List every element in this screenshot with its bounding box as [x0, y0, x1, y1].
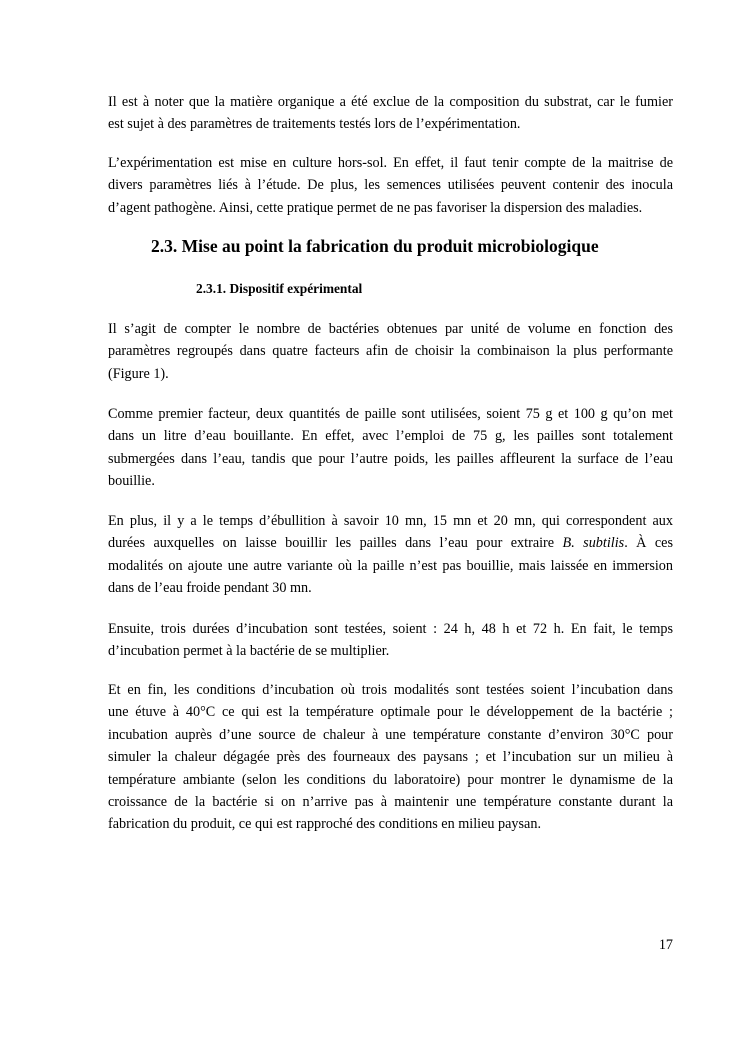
text-line: bouillie. [108, 473, 155, 490]
text-line: Ensuite, trois durées d’incubation sont testées, soient : 24 h, 48 h et 72 h. En fait, le temps [108, 621, 673, 637]
text-line: d’agent pathogène. Ainsi, cette pratique permet de ne pas favoriser la dispersion des maladies. [108, 199, 643, 216]
text-fragment: durées auxquelles on laisse bouillir les pailles dans l’eau pour extraire [108, 535, 555, 552]
text-line: Il s’agit de compter le nombre de bactéries obtenues par unité de volume en fonction des [108, 321, 673, 337]
text-line-with-italic [108, 532, 673, 554]
text-line: dans un litre d’eau bouillante. En effet, avec l’emploi de 75 g, les pailles sont totalement [108, 428, 673, 445]
text-line: paramètres regroupés dans quatre facteurs afin de choisir la combinaison la plus performante [108, 343, 673, 360]
text-line: divers paramètres liés à l’étude. De plus, les semences utilisées peuvent contenir des inocula [108, 177, 673, 194]
page-number: 17 [658, 937, 673, 953]
paragraph-6 [108, 618, 673, 663]
section-heading: 2.3. Mise au point la fabrication du produit microbiologique [151, 236, 599, 256]
paragraph-5 [108, 510, 673, 600]
text-line: d’incubation permet à la bactérie de se multiplier. [108, 643, 390, 660]
subsection-heading: 2.3.1. Dispositif expérimental [196, 281, 363, 296]
text-line: croissance de la bactérie si on n’arrive pas à maintenir une température constante durant la [108, 794, 673, 811]
paragraph-3 [108, 318, 673, 385]
text-line: (Figure 1). [108, 365, 169, 382]
text-line: dans de l’eau froide pendant 30 mn. [108, 580, 312, 597]
paragraph-1 [108, 91, 673, 136]
text-line: incubation auprès d’une source de chaleur à une température constante d’environ 30°C pour [108, 726, 673, 743]
paragraph-4 [108, 403, 673, 493]
text-line: L’expérimentation est mise en culture hors-sol. En effet, il faut tenir compte de la maitrise de [108, 155, 673, 171]
paragraph-7 [108, 679, 673, 836]
text-line: température ambiante (selon les conditions du laboratoire) pour montrer le dynamisme de la [108, 771, 673, 788]
text-line: submergées dans l’eau, tandis que pour l’autre poids, les pailles affleurent la surface de l’eau [108, 450, 673, 467]
text-line: Et en fin, les conditions d’incubation où trois modalités sont testées soient l’incubation dans [108, 682, 673, 698]
text-line: En plus, il y a le temps d’ébullition à savoir 10 mn, 15 mn et 20 mn, qui correspondent aux [108, 513, 673, 529]
text-line: simuler la chaleur dégagée près des fourneaux des paysans ; et l’incubation sur un milieu à [108, 749, 673, 766]
species-name: B. subtilis [562, 535, 625, 552]
text-line: modalités on ajoute une autre variante où la paille n’est pas bouillie, mais laissée en immersion [108, 557, 673, 574]
text-fragment: . À ces [624, 535, 673, 552]
text-line: est sujet à des paramètres de traitements testés lors de l’expérimentation. [108, 116, 521, 133]
paragraph-2 [108, 152, 673, 219]
text-line: fabrication du produit, ce qui est rapproché des conditions en milieu paysan. [108, 816, 541, 833]
text-line: Comme premier facteur, deux quantités de paille sont utilisées, soient 75 g et 100 g qu’on met [108, 406, 673, 422]
text-line: Il est à noter que la matière organique a été exclue de la composition du substrat, car le fumier [108, 94, 673, 110]
text-line: une étuve à 40°C ce qui est la température optimale pour le développement de la bactérie ; [108, 704, 673, 721]
